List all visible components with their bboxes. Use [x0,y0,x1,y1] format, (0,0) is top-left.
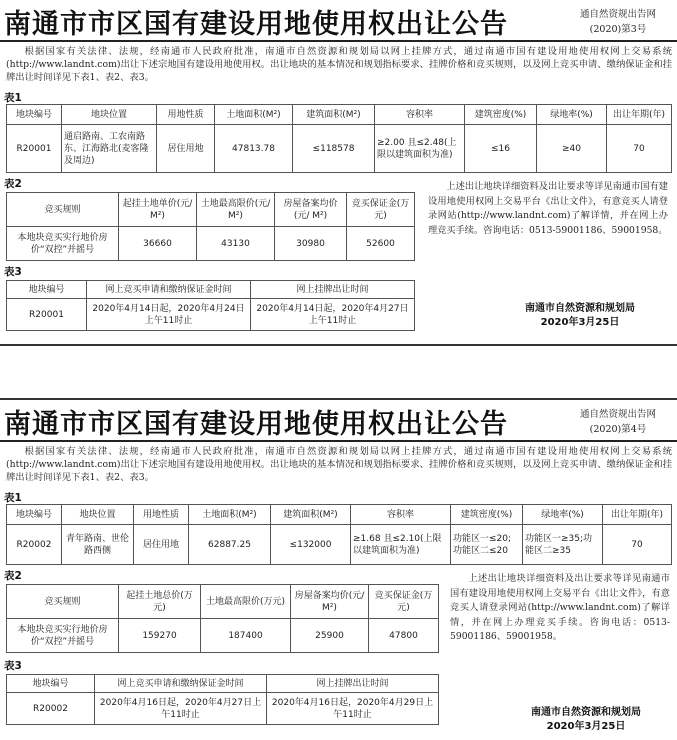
table-cell: 2020年4月14日起，2020年4月24日上午11时止 [87,299,251,331]
notice-source [563,407,673,437]
table1-label: 表1 [4,92,22,104]
table-cell: R20002 [7,693,95,725]
header-cell: 房屋备案均价(元/ M²) [291,585,369,619]
header-cell: 起挂土地总价(万元) [119,585,201,619]
header-cell: 网上挂牌出让时间 [267,675,439,693]
header-cell: 网上竞买申请和缴纳保证金时间 [95,675,267,693]
table-cell: 居住用地 [134,525,189,565]
title-rule [0,440,677,442]
issuer-name: 南通市自然资源和规划局 [525,303,635,314]
table-cell: R20001 [7,299,87,331]
land-notice-2020-4 [0,398,677,740]
table-cell: 30980 [275,227,347,261]
table-cell: 2020年4月14日起，2020年4月27日上午11时止 [251,299,415,331]
header-cell: 容积率 [351,505,451,525]
header-cell: 容积率 [375,105,465,125]
issuer-signature [500,706,672,734]
header-cell: 建筑面积(M²) [293,105,375,125]
header-cell: 地块编号 [7,105,62,125]
header-cell: 绿地率(%) [537,105,607,125]
table-cell: 25900 [291,619,369,653]
table1-label: 表1 [4,492,22,504]
table-cell: ≤16 [465,125,537,173]
header-cell: 建筑密度(%) [451,505,523,525]
header-cell: 出让年期(年) [607,105,672,125]
table-cell: 居住用地 [157,125,215,173]
table-header-row [7,675,439,693]
table-row [7,227,415,261]
schedule-table [6,674,439,725]
table-cell: 本地块竞买实行地价房价“双控”并摇号 [7,227,119,261]
table-header-row [7,585,439,619]
table-header-row [7,281,415,299]
header-cell: 地块编号 [7,675,95,693]
notice-intro: 根据国家有关法律、法规，经南通市人民政府批准，南通市自然资源和规划局以网上挂牌方式，通过南通市国有建设用地使用权网上交易系统(http://www.landnt.com)出让下述宗地国有建设用地使用权。出让地块的基本情况和规划指标要求、挂牌价格和竞买规则，以及网上竞买申请、缴纳保证金和挂牌出让时间详见下表1、表2、表3。 [6,446,672,483]
header-cell: 竞买保证金(万元) [369,585,439,619]
table2-label: 表2 [4,178,22,190]
header-cell: 建筑面积(M²) [271,505,351,525]
table3-label: 表3 [4,660,22,672]
header-cell: 地块位置 [62,105,157,125]
table-cell: R20002 [7,525,62,565]
schedule-table [6,280,415,331]
issue-date: 2020年3月25日 [540,317,620,328]
table-cell: 70 [603,525,672,565]
issue-date: 2020年3月25日 [546,721,626,732]
price-rule-table [6,584,439,653]
header-cell: 地块位置 [62,505,134,525]
header-cell: 房屋备案均价(元/ M²) [275,193,347,227]
header-cell: 绿地率(%) [523,505,603,525]
title-rule [0,40,677,42]
inquiry-text: 上述出让地块详细资料及出让要求等详见南通市国有建设用地使用权网上交易平台《出让文件》，有意竞买人请登录网站(http://www.landnt.com)了解详情，并在网上办理竞买手续。咨询电话：0513-59001186、59001958。 [450,573,670,642]
table-header-row [7,105,672,125]
table-cell: ≤118578 [293,125,375,173]
table-cell: 70 [607,125,672,173]
table2-label: 表2 [4,570,22,582]
header-cell: 土地最高限价(元/ M²) [197,193,275,227]
parcel-info-table [6,104,672,173]
header-cell: 起挂土地单价(元/ M²) [119,193,197,227]
notice-source [563,7,673,37]
table-cell: 功能区一≥35;功能区二≥35 [523,525,603,565]
header-cell: 网上挂牌出让时间 [251,281,415,299]
header-cell: 地块编号 [7,505,62,525]
notice-title: 南通市市区国有建设用地使用权出让公告 [4,409,508,440]
header-cell: 竞买保证金(万元) [347,193,415,227]
issuer-name: 南通市自然资源和规划局 [531,707,641,718]
issuer-signature [490,302,670,330]
table-cell: 47813.78 [215,125,293,173]
notice-issue-number: (2020)第4号 [589,424,647,435]
land-notice-2020-3 [0,0,677,346]
table-row [7,693,439,725]
inquiry-text: 上述出让地块详细资料及出让要求等详见南通市国有建设用地使用权网上交易平台《出让文件》，有意竞买人请登录网站(http://www.landnt.com)了解详情，并在网上办理竞买手续。咨询电话：0513-59001186、59001958。 [428,181,668,236]
notice-intro: 根据国家有关法律、法规，经南通市人民政府批准，南通市自然资源和规划局以网上挂牌方式，通过南通市国有建设用地使用权网上交易系统(http://www.landnt.com)出让下述宗地国有建设用地使用权。出让地块的基本情况和规划指标要求、挂牌价格和竞买规则，以及网上竞买申请、缴纳保证金和挂牌出让时间详见下表1、表2、表3。 [6,46,672,83]
header-cell: 竞买规则 [7,193,119,227]
table-cell: 47800 [369,619,439,653]
price-rule-table [6,192,415,261]
header-cell: 土地最高限价(万元) [201,585,291,619]
table-cell: 2020年4月16日起，2020年4月29日上午11时止 [267,693,439,725]
header-cell: 地块编号 [7,281,87,299]
table-cell: 52600 [347,227,415,261]
table-header-row [7,505,672,525]
header-cell: 建筑密度(%) [465,105,537,125]
header-cell: 出让年期(年) [603,505,672,525]
table-cell: 187400 [201,619,291,653]
table-cell: 2020年4月16日起，2020年4月27日上午11时止 [95,693,267,725]
notice-source-name: 通自然资规出告网 [579,9,656,20]
table3-label: 表3 [4,266,22,278]
table-cell: 功能区一≤20;功能区二≤20 [451,525,523,565]
table-cell: 通启路南、工农南路东、江海路北(麦客隆及周边) [62,125,157,173]
table-cell: 青年路南、世伦路西侧 [62,525,134,565]
table-cell: 36660 [119,227,197,261]
parcel-info-table [6,504,672,565]
table-cell: R20001 [7,125,62,173]
notice-title: 南通市市区国有建设用地使用权出让公告 [4,9,508,40]
header-cell: 网上竞买申请和缴纳保证金时间 [87,281,251,299]
header-cell: 竞买规则 [7,585,119,619]
header-cell: 用地性质 [157,105,215,125]
table-cell: ≥2.00 且≤2.48(上限以建筑面积为准) [375,125,465,173]
table-cell: ≥1.68 且≤2.10(上限以建筑面积为准) [351,525,451,565]
table-cell: 159270 [119,619,201,653]
table-cell: 本地块竞买实行地价房价“双控”并摇号 [7,619,119,653]
table-header-row [7,193,415,227]
table-row [7,525,672,565]
notice-issue-number: (2020)第3号 [589,24,647,35]
table-cell: ≥40 [537,125,607,173]
table-row [7,125,672,173]
table-cell: ≤132000 [271,525,351,565]
header-cell: 用地性质 [134,505,189,525]
header-cell: 土地面积(M²) [189,505,271,525]
header-cell: 土地面积(M²) [215,105,293,125]
table-cell: 43130 [197,227,275,261]
table-cell: 62887.25 [189,525,271,565]
table-row [7,299,415,331]
table-row [7,619,439,653]
notice-source-name: 通自然资规出告网 [579,409,656,420]
